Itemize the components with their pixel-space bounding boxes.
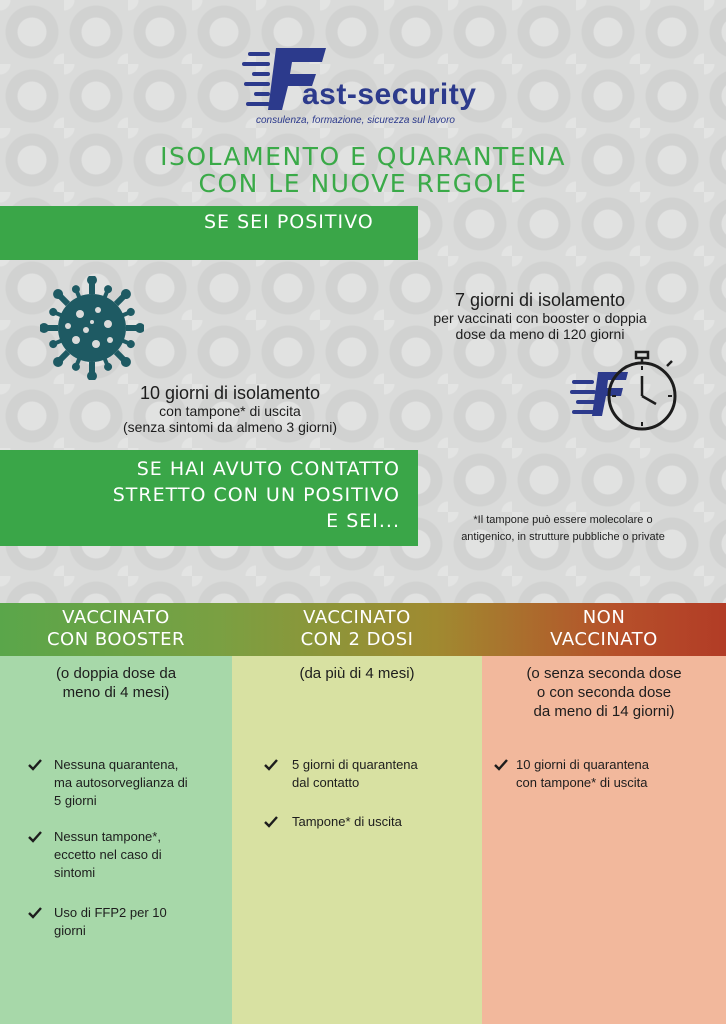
list-item-line: con tampone* di uscita [516, 775, 648, 790]
swab-footnote-line-2: antigenico, in strutture pubbliche o private [461, 531, 665, 543]
list-item-line: 5 giorni [54, 793, 97, 808]
column-header-two-doses [232, 607, 482, 651]
list-item-line: dal contatto [292, 775, 360, 790]
list-item-line: 10 giorni di quarantena [516, 757, 649, 772]
list-item-line: eccetto nel caso di [54, 847, 162, 862]
list-item-line: Tampone* di uscita [292, 814, 402, 829]
banner-close-contact-line-3: E SEI... [326, 510, 400, 532]
list-item [494, 756, 649, 792]
column-header-booster-line-2: CON BOOSTER [46, 629, 186, 650]
list-item-line: 5 giorni di quarantena [292, 757, 418, 772]
list-item-line: ma autosorveglianza di [54, 775, 188, 790]
column-header-two-doses-line-2: CON 2 DOSI [300, 629, 414, 650]
company-logo [242, 44, 477, 130]
isolation-7-detail-2: dose da meno di 120 giorni [455, 326, 625, 342]
column-booster-subtitle [0, 664, 232, 702]
check-icon [264, 759, 278, 771]
column-unvaccinated-subtitle-line-2: o con seconda dose [536, 684, 672, 701]
list-item [28, 828, 162, 882]
logo-tagline: consulenza, formazione, sicurezza sul lavoro [256, 115, 455, 126]
isolation-7-detail-1: per vaccinati con booster o doppia [433, 310, 647, 326]
column-two-doses-subtitle-line-1: (da più di 4 mesi) [299, 665, 415, 682]
check-icon [28, 759, 42, 771]
column-unvaccinated-subtitle-line-3: da meno di 14 giorni) [533, 703, 675, 720]
swab-footnote-line-1: *Il tampone può essere molecolare o [473, 514, 653, 526]
column-two-doses [232, 656, 482, 1024]
isolation-10-headline: 10 giorni di isolamento [139, 383, 321, 403]
column-header-unvaccinated-line-2: VACCINATO [550, 629, 658, 650]
list-item [264, 756, 418, 792]
isolation-7-headline: 7 giorni di isolamento [454, 290, 626, 310]
list-item [28, 756, 188, 810]
check-icon [264, 816, 278, 828]
column-header-booster-line-1: VACCINATO [62, 607, 170, 628]
columns-header-bar [0, 603, 726, 656]
isolation-10-days [80, 383, 380, 435]
isolation-7-days [390, 290, 690, 342]
column-two-doses-subtitle [232, 664, 482, 683]
column-header-two-doses-line-1: VACCINATO [303, 607, 411, 628]
virus-icon [40, 276, 144, 380]
page-title [0, 143, 726, 197]
column-unvaccinated-subtitle-line-1: (o senza seconda dose [526, 665, 682, 682]
list-item [28, 904, 167, 940]
list-item-line: giorni [54, 923, 86, 938]
stopwatch-icon [570, 346, 686, 438]
swab-footnote [428, 512, 698, 546]
isolation-10-detail-1: con tampone* di uscita [159, 403, 301, 419]
check-icon [494, 759, 508, 771]
column-header-unvaccinated [482, 607, 726, 651]
list-item [264, 813, 402, 831]
list-item-line: sintomi [54, 865, 96, 880]
logo-wordmark: ast-security [302, 78, 477, 111]
check-icon [28, 831, 42, 843]
banner-close-contact-line-1: SE HAI AVUTO CONTATTO [136, 458, 400, 480]
check-icon [28, 907, 42, 919]
page-title-line-1: ISOLAMENTO E QUARANTENA [160, 142, 566, 171]
banner-close-contact [0, 450, 418, 546]
list-item-line: Nessun tampone*, [54, 829, 161, 844]
banner-if-positive-label: SE SEI POSITIVO [204, 211, 374, 233]
column-unvaccinated [482, 656, 726, 1024]
page-title-line-2: CON LE NUOVE REGOLE [198, 169, 528, 198]
banner-close-contact-line-2: STRETTO CON UN POSITIVO [112, 484, 400, 506]
column-header-booster [0, 607, 232, 651]
list-item-line: Nessuna quarantena, [54, 757, 179, 772]
column-booster-subtitle-line-2: meno di 4 mesi) [62, 684, 170, 701]
banner-if-positive [0, 206, 418, 260]
column-booster-subtitle-line-1: (o doppia dose da [55, 665, 177, 682]
column-booster [0, 656, 232, 1024]
isolation-10-detail-2: (senza sintomi da almeno 3 giorni) [123, 419, 337, 435]
column-unvaccinated-subtitle [482, 664, 726, 721]
column-header-unvaccinated-line-1: NON [582, 607, 626, 628]
list-item-line: Uso di FFP2 per 10 [54, 905, 167, 920]
